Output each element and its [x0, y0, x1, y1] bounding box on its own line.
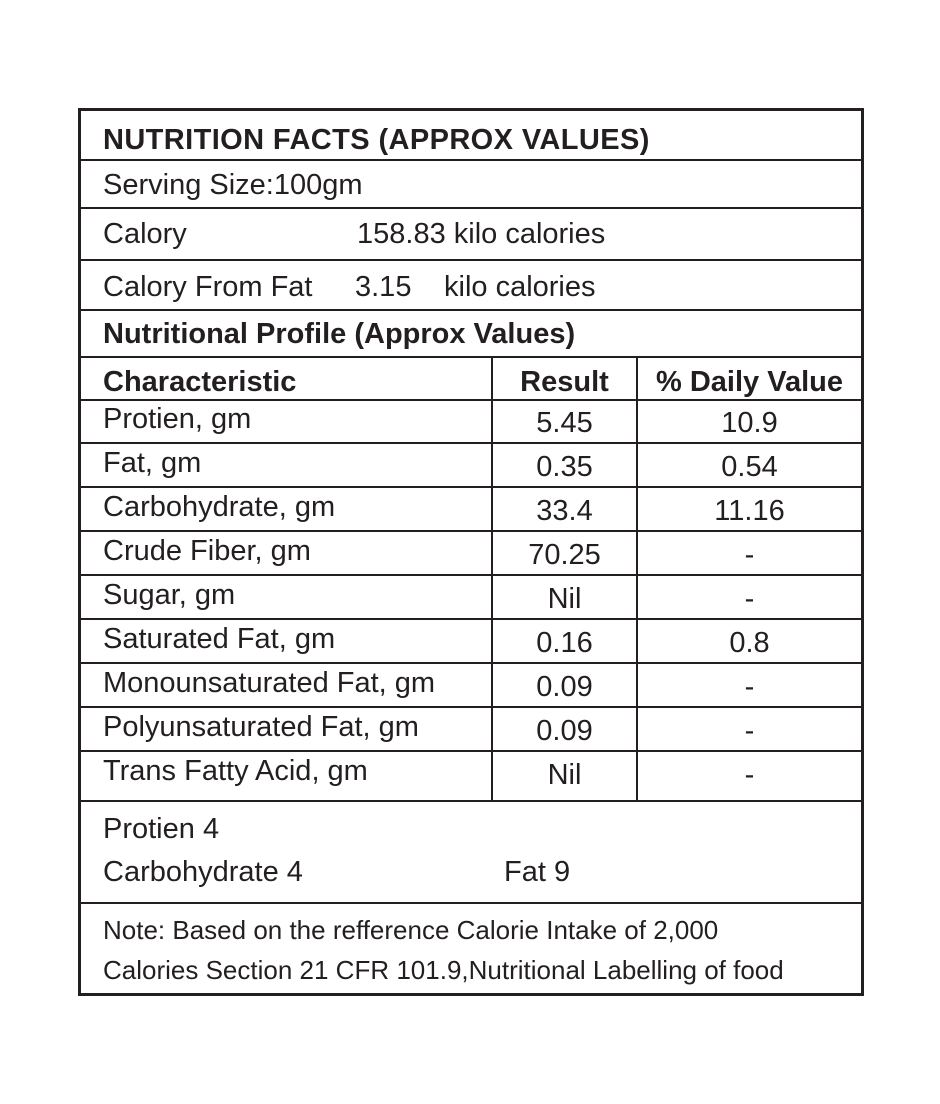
- table-row-daily-value: -: [744, 671, 755, 703]
- protein-factor: Protien 4: [103, 813, 220, 845]
- divider: [81, 706, 861, 708]
- divider: [81, 259, 861, 261]
- table-row-result: 0.09: [536, 715, 593, 747]
- divider: [81, 530, 861, 532]
- divider: [81, 574, 861, 576]
- calory-from-fat-unit: kilo calories: [444, 271, 596, 303]
- divider: [81, 486, 861, 488]
- nutritional-profile-heading: Nutritional Profile (Approx Values): [103, 318, 576, 350]
- calory-label: Calory: [103, 218, 187, 250]
- divider: [81, 618, 861, 620]
- serving-size: Serving Size:100gm: [103, 169, 363, 201]
- divider: [81, 800, 861, 802]
- table-row-result: 33.4: [536, 495, 593, 527]
- table-row-daily-value: -: [744, 539, 755, 571]
- divider: [81, 399, 861, 401]
- calory-from-fat-value: 3.15: [355, 271, 412, 303]
- carbohydrate-factor: Carbohydrate 4: [103, 856, 303, 888]
- table-row-daily-value: 11.16: [714, 495, 785, 527]
- divider: [81, 309, 861, 311]
- table-row-result: 70.25: [528, 539, 601, 571]
- table-row-result: Nil: [547, 759, 582, 791]
- note-line-1: Note: Based on the refference Calorie Intake of 2,000: [103, 915, 719, 945]
- table-row-characteristic: Fat, gm: [103, 447, 202, 479]
- table-row-result: 0.09: [536, 671, 593, 703]
- note-line-2: Calories Section 21 CFR 101.9,Nutritional Labelling of food: [103, 955, 784, 985]
- divider: [81, 750, 861, 752]
- table-row-characteristic: Sugar, gm: [103, 579, 236, 611]
- table-row-daily-value: 0.8: [729, 627, 770, 659]
- calory-from-fat-label: Calory From Fat: [103, 271, 313, 303]
- table-row-daily-value: 0.54: [721, 451, 778, 483]
- table-row-characteristic: Carbohydrate, gm: [103, 491, 336, 523]
- nutrition-facts-title: NUTRITION FACTS (APPROX VALUES): [103, 124, 650, 156]
- divider: [81, 902, 861, 904]
- table-row-daily-value: -: [744, 759, 755, 791]
- divider: [81, 159, 861, 161]
- table-row-daily-value: -: [744, 583, 755, 615]
- column-header-result: Result: [520, 366, 609, 398]
- table-row-daily-value: 10.9: [721, 407, 778, 439]
- fat-factor: Fat 9: [504, 856, 571, 888]
- divider: [81, 356, 861, 358]
- column-header-daily-value: % Daily Value: [656, 366, 843, 398]
- calory-value: 158.83 kilo calories: [357, 218, 606, 250]
- divider: [81, 207, 861, 209]
- table-row-daily-value: -: [744, 715, 755, 747]
- table-row-characteristic: Saturated Fat, gm: [103, 623, 336, 655]
- table-row-characteristic: Monounsaturated Fat, gm: [103, 667, 436, 699]
- table-row-result: 5.45: [536, 407, 593, 439]
- table-row-result: Nil: [547, 583, 582, 615]
- column-header-characteristic: Characteristic: [103, 366, 297, 398]
- table-row-result: 0.16: [536, 627, 593, 659]
- table-row-characteristic: Crude Fiber, gm: [103, 535, 311, 567]
- table-row-result: 0.35: [536, 451, 593, 483]
- table-row-characteristic: Trans Fatty Acid, gm: [103, 755, 368, 787]
- divider: [81, 442, 861, 444]
- table-row-characteristic: Polyunsaturated Fat, gm: [103, 711, 419, 743]
- nutrition-facts-panel: [78, 108, 864, 996]
- table-row-characteristic: Protien, gm: [103, 403, 252, 435]
- divider: [81, 662, 861, 664]
